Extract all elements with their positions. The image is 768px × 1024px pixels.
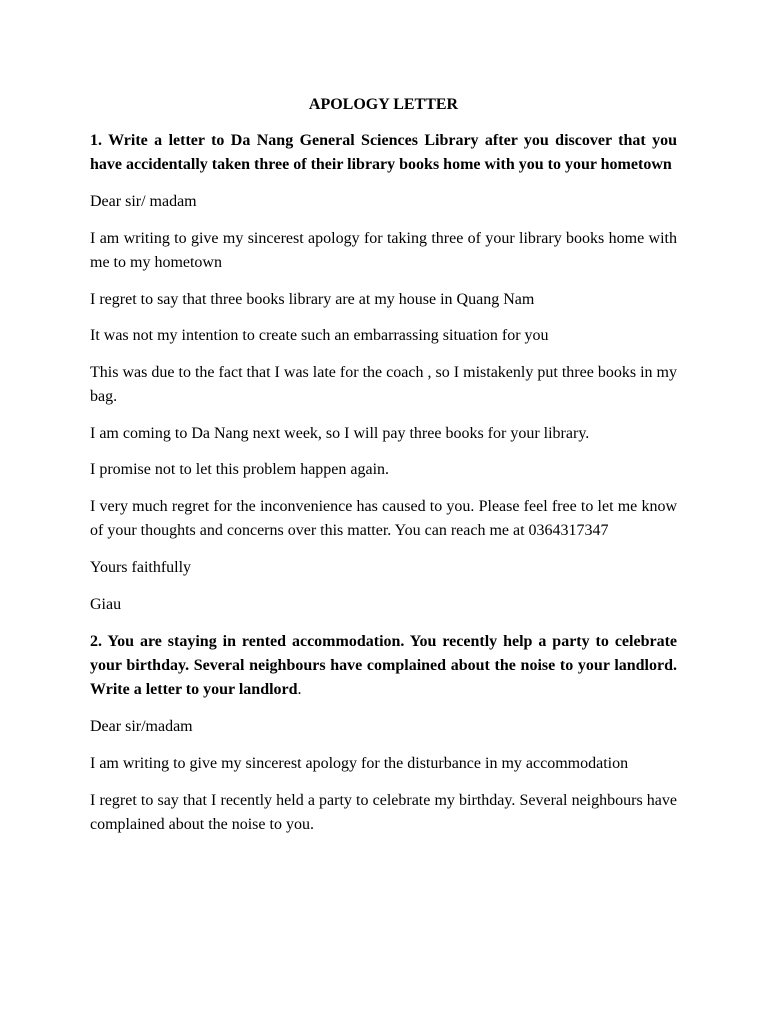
- document-title: APOLOGY LETTER: [308, 96, 459, 113]
- letter1-paragraph: I very much regret for the inconvenience has caused to you. Please feel free to let me know of your thoughts and concerns over this matter. You can reach me at 0364317347: [90, 498, 677, 539]
- letter1-closing: Yours faithfully: [90, 559, 192, 576]
- letter1-paragraph: It was not my intention to create such an embarrassing situation for you: [90, 327, 549, 344]
- question-2: [90, 630, 677, 702]
- document-page: [90, 93, 677, 850]
- letter1-paragraph: I am coming to Da Nang next week, so I will pay three books for your library.: [90, 425, 590, 442]
- letter2-paragraph: I am writing to give my sincerest apology for the disturbance in my accommodation: [90, 755, 629, 772]
- letter1-paragraph: I promise not to let this problem happen again.: [90, 461, 390, 478]
- question-2-period: .: [297, 681, 302, 698]
- letter2-paragraph: I regret to say that I recently held a party to celebrate my birthday. Several neighbours have complained about the noise to you.: [90, 792, 677, 833]
- question-2-text: 2. You are staying in rented accommodation. You recently help a party to celebrate your birthday. Several neighbours have complained about the noise to your landlord. Write a letter to your landlord: [90, 633, 677, 698]
- letter2-salutation: Dear sir/madam: [90, 718, 193, 735]
- letter1-signature: Giau: [90, 596, 122, 613]
- letter1-paragraph: I regret to say that three books library are at my house in Quang Nam: [90, 291, 535, 308]
- letter1-paragraph: I am writing to give my sincerest apology for taking three of your library books home with me to my hometown: [90, 230, 677, 271]
- question-1: 1. Write a letter to Da Nang General Sciences Library after you discover that you have accidentally taken three of their library books home with you to your hometown: [90, 132, 677, 173]
- letter1-salutation: Dear sir/ madam: [90, 193, 197, 210]
- letter1-paragraph: This was due to the fact that I was late for the coach , so I mistakenly put three books in my bag.: [90, 364, 677, 405]
